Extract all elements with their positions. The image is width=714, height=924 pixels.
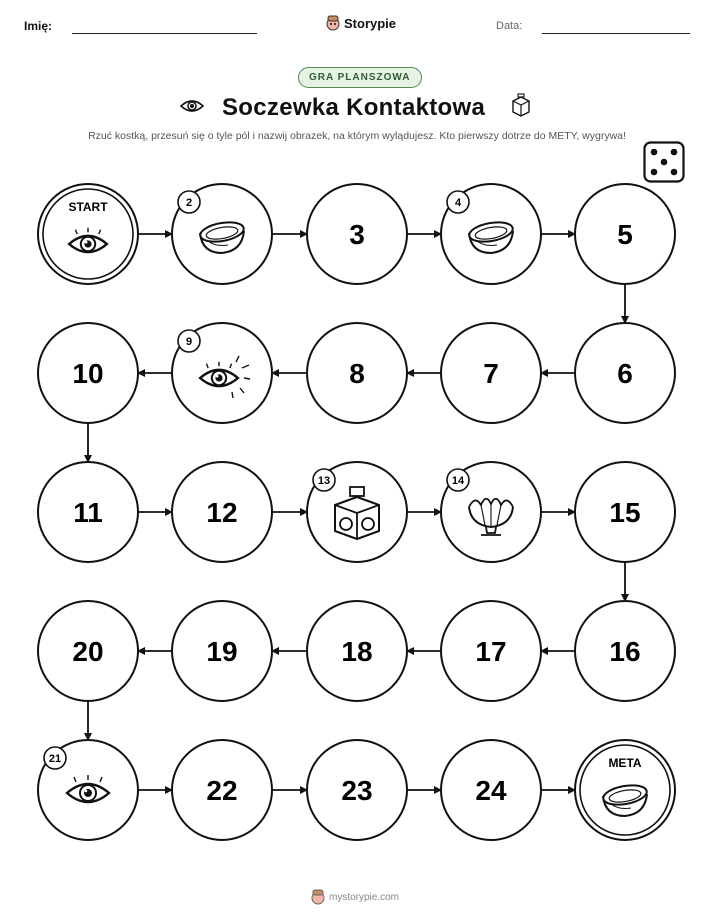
board-cell-5[interactable]: [575, 184, 675, 284]
cell-number: 9: [185, 336, 193, 348]
board-cell-20[interactable]: [38, 601, 138, 701]
cell-number: 24: [475, 775, 507, 806]
cell-number: 3: [349, 219, 365, 250]
cell-number: 4: [454, 197, 462, 209]
board-cell-8[interactable]: [307, 323, 407, 423]
cell-number: 7: [483, 358, 499, 389]
board-cell-4[interactable]: [441, 184, 541, 284]
cell-number: 19: [206, 636, 238, 667]
name-label: Imię:: [24, 19, 53, 33]
cell-number: 15: [609, 497, 641, 528]
cell-label: META: [608, 756, 642, 770]
board-cell-14[interactable]: [441, 462, 541, 562]
board-cell-6[interactable]: [575, 323, 675, 423]
board-cell-22[interactable]: [172, 740, 272, 840]
board-cell-7[interactable]: [441, 323, 541, 423]
cell-number: 23: [341, 775, 373, 806]
instructions-text: Rzuć kostką, przesuń się o tyle pól i nazwij obrazek, na którym wylądujesz. Kto pierwszy dotrze do METY, wygrywa!: [88, 130, 626, 142]
board-cell-2[interactable]: [172, 184, 272, 284]
board-cell-11[interactable]: [38, 462, 138, 562]
board-cell-23[interactable]: [307, 740, 407, 840]
finish-cell[interactable]: [575, 740, 675, 840]
board-cell-13[interactable]: [307, 462, 407, 562]
footer-site[interactable]: mystorypie.com: [329, 891, 400, 903]
pie-mascot-icon: [311, 889, 325, 905]
board-cell-17[interactable]: [441, 601, 541, 701]
brand-name: Storypie: [344, 15, 397, 31]
board-cell-15[interactable]: [575, 462, 675, 562]
cell-number: 2: [185, 197, 193, 209]
board-cell-16[interactable]: [575, 601, 675, 701]
game-type-badge: GRA PLANSZOWA: [298, 67, 422, 88]
cell-number: 6: [617, 358, 633, 389]
board-cell-18[interactable]: [307, 601, 407, 701]
cell-label: START: [68, 200, 108, 214]
cell-number: 12: [206, 497, 238, 528]
cell-number: 14: [451, 475, 465, 487]
page-title: Soczewka Kontaktowa: [222, 94, 486, 121]
board-cell-9[interactable]: [172, 323, 272, 423]
cell-number: 11: [73, 497, 103, 528]
board-cell-3[interactable]: [307, 184, 407, 284]
cell-number: 10: [72, 358, 104, 389]
board-cell-10[interactable]: [38, 323, 138, 423]
cell-number: 17: [475, 636, 507, 667]
date-label: Data:: [496, 20, 523, 32]
cell-number: 22: [206, 775, 238, 806]
board-cell-12[interactable]: [172, 462, 272, 562]
board-cell-21[interactable]: [38, 740, 138, 840]
start-cell[interactable]: [38, 184, 138, 284]
cell-number: 16: [609, 636, 641, 667]
board-cell-19[interactable]: [172, 601, 272, 701]
cell-number: 8: [349, 358, 365, 389]
cell-number: 18: [341, 636, 373, 667]
footer: [311, 889, 399, 905]
cell-number: 5: [617, 219, 633, 250]
cell-number: 21: [48, 753, 62, 765]
cell-number: 20: [72, 636, 104, 667]
board-cell-24[interactable]: [441, 740, 541, 840]
cell-number: 13: [317, 475, 331, 487]
